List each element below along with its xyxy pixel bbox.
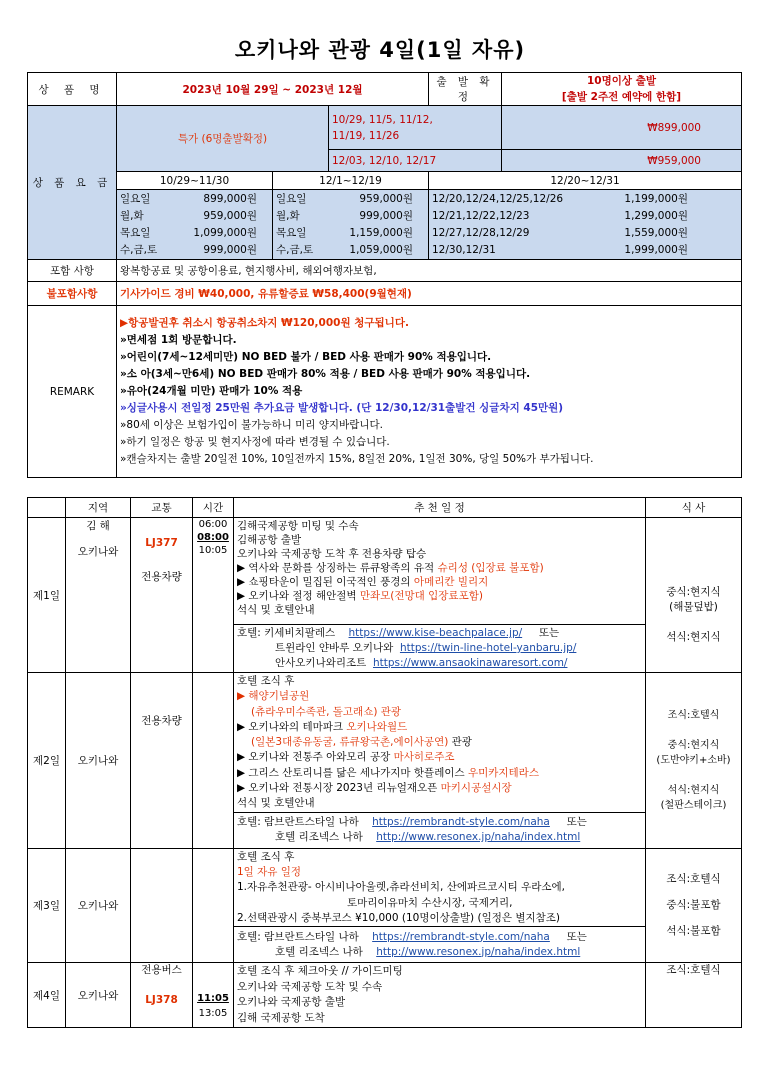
remark-item: »면세점 1회 방문합니다.: [120, 334, 237, 346]
price-row: 목요일 1,099,000원: [120, 226, 257, 239]
price-row: 수,금,토 999,000원: [120, 243, 257, 256]
remark-item: »싱글사용시 전일정 25만원 추가요금 발생합니다. (단 12/30,12/31출발건 싱글차지 45만원): [120, 402, 564, 414]
day-1-main: [28, 518, 742, 625]
remark-item: »하기 일정은 항공 및 현지사정에 따라 변경될 수 있습니다.: [120, 436, 390, 448]
hotel-link[interactable]: https://www.ansaokinawaresort.com/: [372, 657, 568, 669]
price-col-1: [117, 190, 273, 260]
day-1-hotel-info: 호텔: 키세비치팔레스 https://www.kise-beachpalace.jp/ 또는 트윈라인 얀바루 오키나와 https://twin-line-hotel-yanbaru.jp/ 안사오키나와리조트 https://www.ansaokinawaresort.com/: [234, 625, 646, 673]
header-itinerary: 추 천 일 정: [234, 498, 646, 518]
product-name-label: 상 품 명: [28, 73, 117, 106]
price-row: 12/30,12/31 1,999,000원: [432, 243, 688, 256]
day-1-region: 김 해 오키나와: [66, 518, 131, 673]
special-dates-2: 12/03, 12/10, 12/17: [329, 150, 502, 172]
day-2-main: [28, 673, 742, 813]
day-4-itinerary: 호텔 조식 후 체크아웃 // 가이드미팅 오키나와 국제공항 도착 및 수속 오키나와 국제공항 출발 김해 국제공항 도착: [234, 963, 646, 1028]
confirm-label: 출 발 확 정: [429, 73, 502, 106]
day-4-transport: 전용버스 LJ378: [131, 963, 193, 1028]
header-transport: 교통: [131, 498, 193, 518]
price-row: 수,금,토 1,059,000원: [276, 243, 413, 256]
day-2-itinerary: 호텔 조식 후 ▶ 해양기념공원 (츄라우미수족관, 돌고래쇼) 관광 ▶ 오키나와의 테마파크 오키나와월드 (일본3대종유동굴, 류큐왕국촌,에이사공연) 관광 ▶ 오키나와 전통주 아와모리 공장 마사히로주조 ▶ 그리스 산토리니를 닮은 세나가지마 핫플레이스 우미카지테라스 ▶ 오키나와 전통시장 2023년 리뉴얼재오픈 마키시공설시장 석식 및 호텔안내: [234, 673, 646, 813]
day-2-hotel-info: 호텔: 람브란트스타일 나하 https://rembrandt-style.com/naha 또는 호텔 리조넥스 나하 http://www.resonex.jp/naha/index.html: [234, 812, 646, 848]
day-1-meals: 중식:현지식 (해물덮밥) 석식:현지식: [646, 518, 742, 673]
day-1-label: 제1일: [28, 518, 66, 673]
remark-item: »어린이(7세~12세미만) NO BED 불가 / BED 사용 판매가 90% 적용입니다.: [120, 351, 492, 363]
period-col-1: 10/29~11/30: [117, 172, 273, 190]
day-2-label: 제2일: [28, 673, 66, 849]
remark-item: »소 아(3세~만6세) NO BED 판매가 80% 적용 / BED 사용 판매가 90% 적용입니다.: [120, 368, 531, 380]
day-3-itinerary: 호텔 조식 후 1일 자유 일정 1.자유추천관광- 아시비나아울렛,츄라선비치, 산에파르코시티 우라소에, 토마리이유마치 수산시장, 국제거리, 2.선택관광시 중북부코스 ¥10,000 (10명이상출발) (일정은 별지참조): [234, 848, 646, 926]
price-col-2: [273, 190, 429, 260]
special-price-1: ₩899,000: [502, 106, 742, 150]
hotel-link[interactable]: http://www.resonex.jp/naha/index.html: [376, 945, 581, 958]
hotel-link[interactable]: https://www.kise-beachpalace.jp/: [348, 627, 523, 639]
hotel-link[interactable]: https://twin-line-hotel-yanbaru.jp/: [399, 642, 577, 654]
header-meal: 식 사: [646, 498, 742, 518]
day-3-main: [28, 848, 742, 926]
day-2-region: 오키나와: [66, 673, 131, 849]
remark-item: »캔슬차지는 출발 20일전 10%, 10일전까지 15%, 8일전 20%, 1일전 30%, 당일 50%가 부가됩니다.: [120, 453, 594, 465]
day-4-main: [28, 963, 742, 1028]
day-4-label: 제4일: [28, 963, 66, 1028]
day-3-region: 오키나와: [66, 848, 131, 962]
day-4-times: 11:05 13:05: [193, 963, 234, 1028]
remark-label: REMARK: [28, 306, 117, 478]
day-4-region: 오키나와: [66, 963, 131, 1028]
period-col-2: 12/1~12/19: [273, 172, 429, 190]
remark-item: »80세 이상은 보험가입이 불가능하니 미리 양지바랍니다.: [120, 419, 383, 431]
price-row: 일요일 959,000원: [276, 192, 413, 205]
day-2-transport: 전용차량: [131, 673, 193, 849]
day-1-itinerary: 김해국제공항 미팅 및 수속 김해공항 출발 오키나와 국제공항 도착 후 전용차량 탑승 ▶ 역사와 문화를 상징하는 류큐왕족의 유적 슈리성 (입장료 불포함) ▶ 쇼핑타운이 밀집된 이국적인 풍경의 아메리칸 빌리지 ▶ 오키나와 절정 해안절벽 만좌모(전망대 입장료포함) 석식 및 호텔안내: [234, 518, 646, 625]
exclude-value: 기사가이드 경비 ₩40,000, 유류할증료 ₩58,400(9월현재): [117, 282, 742, 306]
day-2-meals: 조식:호텔식 중식:현지식 (도반야키+소바) 석식:현지식 (철판스테이크): [646, 673, 742, 849]
confirm-value: 10명이상 출발 [출발 2주전 예약에 한함]: [502, 73, 742, 106]
remark-list: [117, 306, 742, 478]
price-row: 12/27,12/28,12/29 1,559,000원: [432, 226, 688, 239]
day-3-hotel-info: 호텔: 람브란트스타일 나하 https://rembrandt-style.com/naha 또는 호텔 리조넥스 나하 http://www.resonex.jp/naha/index.html: [234, 927, 646, 963]
hotel-link[interactable]: https://rembrandt-style.com/naha: [372, 816, 550, 829]
price-row: 12/21,12/22,12/23 1,299,000원: [432, 209, 688, 222]
product-info-table: [27, 72, 742, 478]
special-price-2: ₩959,000: [502, 150, 742, 172]
price-label: 상 품 요 금: [28, 106, 117, 260]
price-row: 목요일 1,159,000원: [276, 226, 413, 239]
header-time: 시간: [193, 498, 234, 518]
schedule-table: [27, 497, 742, 1028]
remark-item: ▶항공발권후 취소시 항공취소차지 ₩120,000원 청구됩니다.: [120, 317, 409, 329]
price-row: 월,화 959,000원: [120, 209, 257, 222]
remark-item: »유아(24개월 미만) 판매가 10% 적용: [120, 385, 303, 397]
price-col-3: [429, 190, 742, 260]
header-region: 지역: [66, 498, 131, 518]
hotel-link[interactable]: https://rembrandt-style.com/naha: [372, 930, 550, 943]
day-1-transport: LJ377 전용차량: [131, 518, 193, 673]
price-row: 월,화 999,000원: [276, 209, 413, 222]
price-row: 12/20,12/24,12/25,12/26 1,199,000원: [432, 192, 688, 205]
include-value: 왕복항공료 및 공항이용료, 현지행사비, 해외여행자보험,: [117, 260, 742, 282]
day-1-times: 06:00 08:00 10:05: [193, 518, 234, 673]
special-dates-1: 10/29, 11/5, 11/12, 11/19, 11/26: [329, 106, 502, 150]
page-title: 오키나와 관광 4일(1일 자유): [234, 38, 526, 62]
day-3-label: 제3일: [28, 848, 66, 962]
exclude-label: 불포함사항: [28, 282, 117, 306]
special-label: 특가 (6명출발확정): [117, 106, 329, 172]
day-3-meals: 조식:호텔식 중식:불포함 석식:불포함: [646, 848, 742, 962]
product-period: 2023년 10월 29일 ~ 2023년 12월: [117, 73, 429, 106]
include-label: 포함 사항: [28, 260, 117, 282]
day-4-meals: 조식:호텔식: [646, 963, 742, 1028]
price-row: 일요일 899,000원: [120, 192, 257, 205]
hotel-link[interactable]: http://www.resonex.jp/naha/index.html: [376, 831, 581, 844]
period-col-3: 12/20~12/31: [429, 172, 742, 190]
